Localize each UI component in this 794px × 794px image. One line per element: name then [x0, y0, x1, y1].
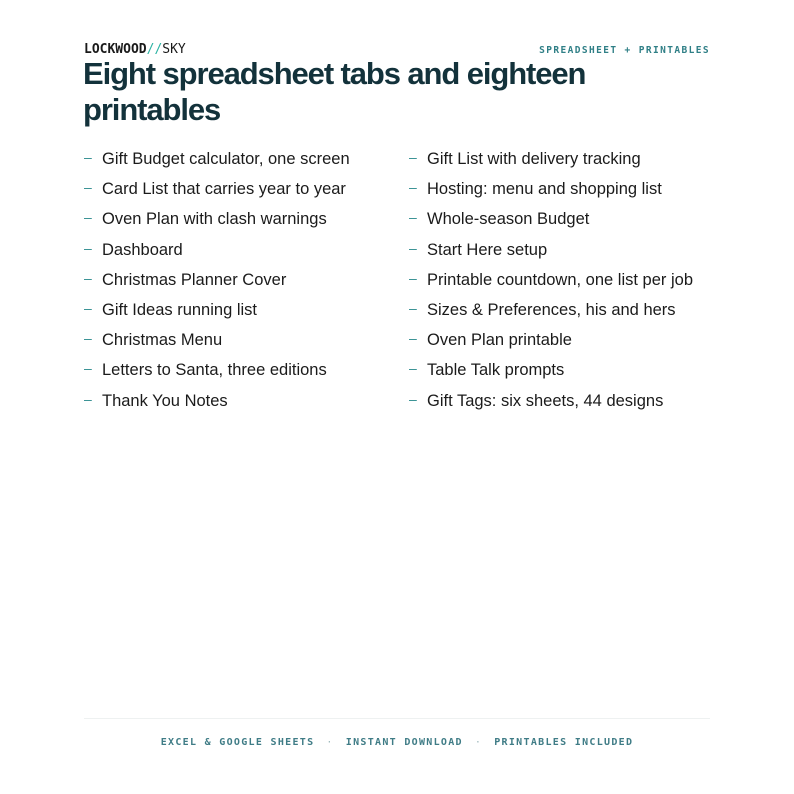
dash-bullet-icon: –: [84, 239, 92, 256]
list-item-label: Christmas Menu: [102, 331, 223, 350]
footer-item: EXCEL & GOOGLE SHEETS: [160, 737, 315, 748]
list-item-label: Printable countdown, one list per job: [427, 270, 693, 289]
list-item: [409, 386, 729, 416]
dash-bullet-icon: –: [409, 299, 417, 316]
dash-bullet-icon: –: [84, 330, 92, 347]
list-item: [409, 235, 729, 265]
list-item-label: Gift Tags: six sheets, 44 designs: [427, 391, 664, 410]
list-item: [84, 355, 409, 385]
list-item: [409, 174, 729, 204]
list-item-label: Dashboard: [102, 240, 183, 259]
list-item-label: Thank You Notes: [102, 391, 228, 410]
list-item-label: Start Here setup: [427, 240, 548, 259]
dash-bullet-icon: –: [409, 269, 417, 286]
list-item-label: Whole-season Budget: [427, 210, 590, 229]
brand-logo: [84, 42, 186, 57]
dash-bullet-icon: –: [84, 390, 92, 407]
list-item: [409, 355, 729, 385]
list-item: [409, 204, 729, 234]
dash-bullet-icon: –: [409, 330, 417, 347]
dash-bullet-icon: –: [84, 209, 92, 226]
list-item-label: Hosting: menu and shopping list: [427, 180, 662, 199]
page-title: Eight spreadsheet tabs and eighteen printables: [83, 56, 586, 127]
dash-bullet-icon: –: [409, 390, 417, 407]
list-item: [409, 265, 729, 295]
dash-bullet-icon: –: [409, 239, 417, 256]
dash-bullet-icon: –: [84, 269, 92, 286]
dash-bullet-icon: –: [84, 179, 92, 196]
list-item-label: Christmas Planner Cover: [102, 270, 287, 289]
header: [84, 42, 710, 57]
list-item: [84, 235, 409, 265]
list-item: [84, 204, 409, 234]
dash-bullet-icon: –: [409, 179, 417, 196]
dash-bullet-icon: –: [409, 149, 417, 165]
list-item-label: Letters to Santa, three editions: [102, 361, 327, 380]
dash-bullet-icon: –: [409, 360, 417, 377]
list-item: [409, 295, 729, 325]
list-item: [84, 174, 409, 204]
feature-columns: [84, 144, 734, 416]
list-item: [84, 325, 409, 355]
list-item-label: Oven Plan with clash warnings: [102, 210, 327, 229]
brand-separator: //: [146, 42, 163, 57]
list-item: [409, 325, 729, 355]
list-item-label: Sizes & Preferences, his and hers: [427, 300, 676, 319]
list-item-label: Gift Ideas running list: [102, 300, 257, 319]
dash-bullet-icon: –: [84, 360, 92, 377]
eyebrow-label: SPREADSHEET + PRINTABLES: [539, 45, 710, 56]
footer-separator: ·: [474, 737, 483, 748]
brand-name: LOCKWOOD: [84, 42, 147, 57]
list-item: [84, 386, 409, 416]
footer-divider: [84, 718, 710, 719]
feature-list-right: [409, 144, 729, 416]
footer-item: PRINTABLES INCLUDED: [494, 737, 634, 748]
feature-list-left: [84, 144, 409, 416]
footer-separator: ·: [326, 737, 334, 748]
list-item: [84, 295, 409, 325]
brand-suffix: SKY: [162, 42, 186, 57]
dash-bullet-icon: –: [84, 149, 92, 165]
footer-item: INSTANT DOWNLOAD: [345, 737, 463, 748]
list-item-label: Oven Plan printable: [427, 331, 572, 350]
list-item-label: Gift Budget calculator, one screen: [102, 150, 350, 168]
list-item-label: Table Talk prompts: [427, 361, 565, 380]
dash-bullet-icon: –: [409, 209, 417, 226]
footer-tagline: [0, 737, 794, 748]
dash-bullet-icon: –: [84, 299, 92, 316]
list-item: [84, 265, 409, 295]
list-item-label: Card List that carries year to year: [102, 180, 346, 199]
list-item-label: Gift List with delivery tracking: [427, 150, 641, 168]
list-item: [84, 144, 409, 174]
list-item: [409, 144, 729, 174]
